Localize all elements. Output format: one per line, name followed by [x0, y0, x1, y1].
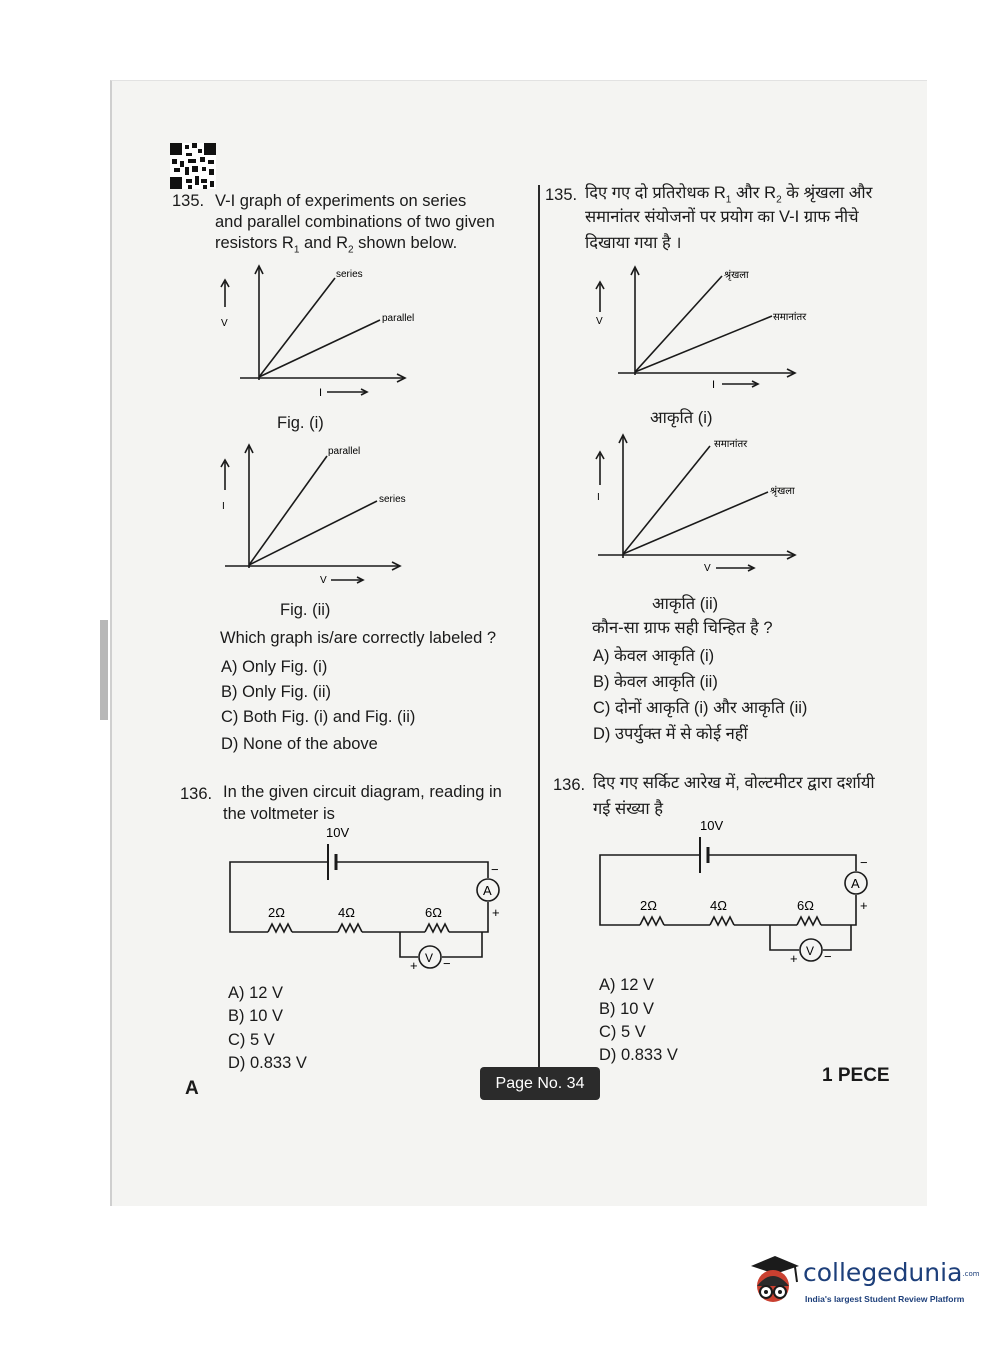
- hi-fig2-series-label: श्रृंखला: [770, 486, 795, 497]
- hi-r3-label: 6Ω: [797, 898, 814, 913]
- en-resistor-6ohm: [425, 924, 449, 932]
- scan-binding-mark: [100, 620, 108, 720]
- hi-resistor-2ohm: [640, 917, 664, 925]
- en-fig1-xlabel: I: [319, 387, 323, 399]
- en-fig1-graph: [215, 262, 415, 402]
- hi-fig1-line-parallel: [635, 316, 772, 372]
- en-q136-option-c[interactable]: C) 5 V: [228, 1031, 275, 1049]
- en-fig2-ylabel: I: [222, 501, 225, 512]
- en-r2-label: 4Ω: [338, 905, 355, 920]
- hi-fig1-series-label: श्रृंखला: [724, 270, 749, 281]
- hi-battery-label: 10V: [700, 818, 724, 833]
- hi-q135-line3: दिखाया गया है ।: [585, 234, 682, 252]
- hi-q135-option-d[interactable]: D) उपर्युक्त में से कोई नहीं: [593, 725, 748, 743]
- page-number-badge: Page No. 34: [480, 1067, 600, 1100]
- hi-q136-option-b[interactable]: B) 10 V: [599, 1000, 655, 1018]
- hi-circuit-diagram: [592, 815, 882, 970]
- en-fig1-series-label: series: [336, 269, 363, 280]
- hi-fig2-ylabel: I: [597, 492, 600, 503]
- hi-q136-line1: दिए गए सर्किट आरेख में, वोल्टमीटर द्वारा दर्शायी: [593, 774, 875, 792]
- hi-fig2-line-series: [623, 492, 768, 554]
- hi-q135-option-c[interactable]: C) दोनों आकृति (i) और आकृति (ii): [593, 699, 808, 717]
- hi-fig1-xlabel: I: [712, 379, 716, 391]
- hi-q136-option-c[interactable]: C) 5 V: [599, 1023, 646, 1041]
- en-q135-line2: and parallel combinations of two given: [215, 213, 495, 231]
- hi-resistor-4ohm: [710, 917, 734, 925]
- hi-fig1-ylabel: V: [596, 316, 603, 327]
- en-circuit-wire-left: [230, 862, 328, 932]
- hi-fig1-graph: [590, 262, 820, 397]
- en-fig2-line-series: [249, 501, 377, 565]
- en-fig1-ylabel: V: [221, 318, 228, 329]
- en-q136-option-a[interactable]: A) 12 V: [228, 984, 284, 1002]
- hi-q136-option-a[interactable]: A) 12 V: [599, 976, 655, 994]
- en-q135-option-c[interactable]: C) Both Fig. (i) and Fig. (ii): [221, 708, 416, 726]
- hi-fig2-line-parallel: [623, 446, 710, 554]
- en-q135-option-b[interactable]: B) Only Fig. (ii): [221, 683, 332, 701]
- hi-fig2-graph: [590, 430, 820, 580]
- en-r1-label: 2Ω: [268, 905, 285, 920]
- hi-q135-option-a[interactable]: A) केवल आकृति (i): [593, 647, 715, 665]
- en-fig2-caption: Fig. (ii): [280, 601, 331, 619]
- hi-voltmeter-minus: −: [824, 949, 832, 964]
- en-q136-option-b[interactable]: B) 10 V: [228, 1007, 284, 1025]
- en-q135-option-d[interactable]: D) None of the above: [221, 735, 378, 753]
- en-r3-label: 6Ω: [425, 905, 442, 920]
- hi-ammeter-plus: +: [860, 898, 868, 913]
- hi-r2-label: 4Ω: [710, 898, 727, 913]
- hi-voltmeter-label: V: [806, 944, 815, 958]
- en-fig2-graph: [215, 440, 415, 590]
- en-fig1-parallel-label: parallel: [382, 313, 415, 324]
- en-circuit-diagram: [220, 822, 510, 977]
- hi-q136-option-d[interactable]: D) 0.833 V: [599, 1046, 678, 1064]
- en-fig2-line-parallel: [249, 456, 327, 565]
- en-circuit-wire-top: [336, 862, 488, 878]
- en-fig1-line-parallel: [259, 320, 380, 377]
- qr-code-icon: [170, 143, 216, 189]
- hi-voltmeter-wire-right: [823, 925, 851, 950]
- hi-fig1-parallel-label: समानांतर: [773, 312, 807, 323]
- hi-circuit-wire-top: [708, 855, 856, 871]
- collegedunia-logo[interactable]: [745, 1250, 980, 1310]
- hi-q136-number: 136.: [553, 776, 586, 794]
- en-q135-line1: V-I graph of experiments on series: [215, 192, 467, 210]
- hi-circuit-wire-left: [600, 855, 700, 925]
- hi-wire-r3-ammeter: [821, 895, 856, 925]
- brand-name: collegedunia.com: [803, 1258, 980, 1287]
- hi-q135-question: कौन-सा ग्राफ सही चिन्हित है ?: [592, 619, 773, 637]
- en-voltmeter-wire-right: [442, 932, 482, 957]
- hi-fig2-xlabel: V: [704, 563, 711, 574]
- en-voltmeter-minus: −: [443, 956, 451, 971]
- en-q136-number: 136.: [180, 785, 213, 803]
- hi-fig1-line-series: [635, 276, 722, 372]
- hi-ammeter-minus: −: [860, 855, 868, 870]
- en-ammeter-plus: +: [492, 905, 500, 920]
- en-q136-line2: the voltmeter is: [223, 805, 335, 823]
- en-ammeter-minus: −: [491, 862, 499, 877]
- hi-q136-line2: गई संख्या है: [593, 800, 663, 818]
- hi-ammeter-label: A: [851, 876, 860, 891]
- en-voltmeter-wire-left: [400, 932, 418, 957]
- en-q136-line1: In the given circuit diagram, reading in: [223, 783, 502, 801]
- hi-voltmeter-plus: +: [790, 951, 798, 966]
- en-resistor-4ohm: [338, 924, 362, 932]
- en-fig2-xlabel: V: [320, 575, 327, 586]
- en-ammeter-label: A: [483, 883, 492, 898]
- hi-voltmeter-wire-left: [770, 925, 799, 950]
- en-voltmeter-plus: +: [410, 958, 418, 973]
- brand-tagline: India's largest Student Review Platform: [805, 1294, 965, 1304]
- en-fig1-line-series: [259, 278, 335, 377]
- mascot-icon: [745, 1252, 801, 1310]
- hi-resistor-6ohm: [797, 917, 821, 925]
- hi-q135-option-b[interactable]: B) केवल आकृति (ii): [593, 673, 718, 691]
- column-divider: [538, 185, 540, 1070]
- hi-fig2-parallel-label: समानांतर: [714, 439, 748, 450]
- hi-q135-line1: दिए गए दो प्रतिरोधक $R_1$ और $R_2$ के श्रृंखला और: [585, 184, 873, 206]
- en-q136-option-d[interactable]: D) 0.833 V: [228, 1054, 307, 1072]
- en-voltmeter-label: V: [425, 951, 434, 965]
- hi-fig2-caption: आकृति (ii): [652, 595, 719, 613]
- en-battery-label: 10V: [326, 825, 350, 840]
- hi-r1-label: 2Ω: [640, 898, 657, 913]
- en-resistor-2ohm: [268, 924, 292, 932]
- en-q135-question: Which graph is/are correctly labeled ?: [220, 629, 497, 647]
- paper-code: 1 PECE: [822, 1065, 890, 1086]
- en-fig2-parallel-label: parallel: [328, 446, 361, 457]
- booklet-series-marker: A: [185, 1078, 199, 1099]
- en-fig2-series-label: series: [379, 494, 406, 505]
- en-fig1-caption: Fig. (i): [277, 414, 324, 432]
- hi-fig1-caption: आकृति (i): [650, 409, 713, 427]
- hi-q135-number: 135.: [545, 186, 578, 204]
- en-q135-line3: resistors $R_1$ and $R_2$ shown below.: [215, 234, 458, 256]
- hi-q135-line2: समानांतर संयोजनों पर प्रयोग का V-I ग्राफ नीचे: [585, 208, 859, 226]
- en-q135-number: 135.: [172, 192, 205, 210]
- en-wire-r3-ammeter: [449, 902, 488, 932]
- en-q135-option-a[interactable]: A) Only Fig. (i): [221, 658, 328, 676]
